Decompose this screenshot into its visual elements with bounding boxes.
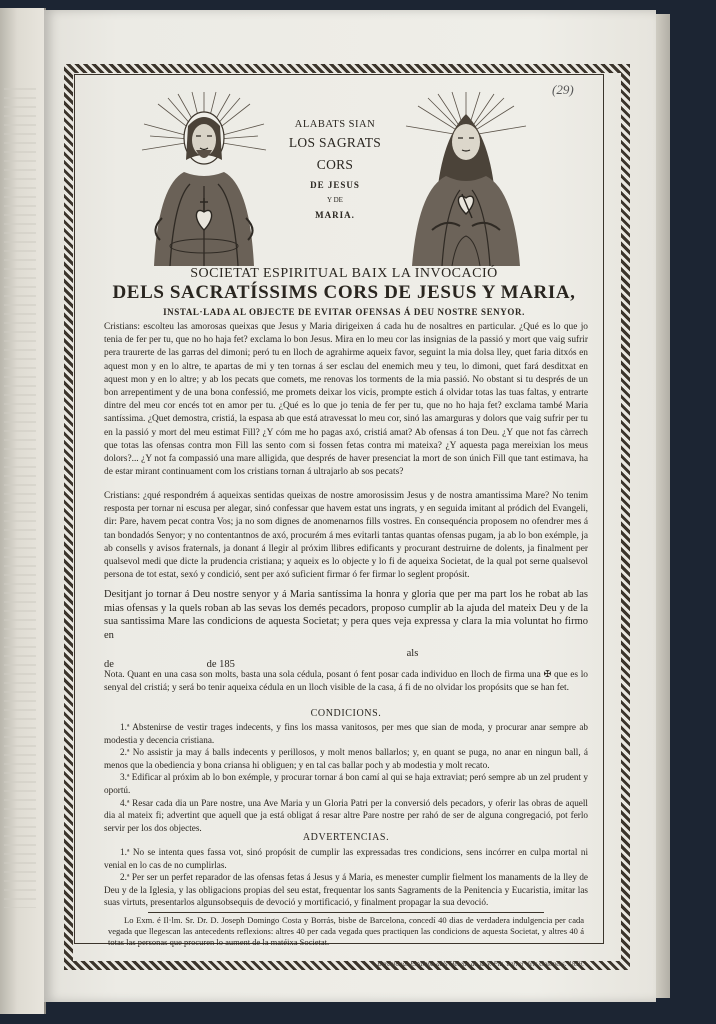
- advertencies-list: [104, 846, 588, 909]
- archive-reference: (29): [552, 82, 574, 97]
- paragraph-response: Cristians: ¿qué respondrém á aqueixas sentidas queixas de nostre amorosissim Jesus y de nostra amantissima Mare? No tenim resposta per tornar ni escusa per alegar, sinó confessar que havem estat uns ingrats, y en seguida imitant al pródich del Evangeli, dir: Pare, havem pecat contra Vos; ja no som dignes de anomenarnos fills vostres. En consequéncia proposem no ofendrer mes á tan bondadós Senyor; y no contentantnos de axó, procurém á mes evitarli tantas quantas ofensas pugam, ja ab lo bon exémple, ja ab consells y avisos fraternals, ja donant á llegir al próxim llibres edificants y procurant destruirne de dolents, ja finalment per qualsevol medi que dicte la prudencia cristiana; y aqueix es lo objecte y lo fi de aqueixa Societat, de la qual pot serne qualsevol persona de tot estat, sexó y condició, sent per axó suficient firmar ó fer firmar lo seglent propósit.: [104, 491, 588, 581]
- header-line-3: DE JESUS: [310, 180, 360, 190]
- header-line-4: Y DE: [327, 196, 343, 204]
- advertencies-heading: ADVERTENCIAS.: [302, 832, 390, 843]
- indulgence-note: Lo Exm. é Il·lm. Sr. Dr. D. Joseph Domingo Costa y Borrás, bisbe de Barcelona, concedí 40 dias de verdadera indulgencia per cada vegada que llegescan las antecedents reflexions: altres 40 per cada vegada ques practiquen las condicions de aquesta Societat, y altres 40 á totas las personas que procuren lo aument de la matéixa Societat.: [108, 915, 584, 948]
- document-page: [44, 10, 656, 1002]
- date-year: de 185: [206, 659, 235, 670]
- footer-divider: [148, 912, 544, 913]
- condition-item: 2.ª No assistir ja may á balls indecents y perillosos, y molt menos ballarlos; y, en quant se puga, no anar en ningun ball, á menos que la obediencia y bona criansa hi obliguen; y en tal cas ballar poch y ab modestia y molt recato.: [104, 747, 588, 770]
- advertency-item: 2.ª Per ser un perfet reparador de las ofensas fetas á Jesus y á Maria, es menester cumplir fielment los manaments de la lley de Deu y de la Iglesia, y las obligacions propias del seu estat, frequentar los sants Sagraments de la Penitencia y Eucaristia, imitar las suas virtuts, presentarlos algunsobsequis de devoció y mortificació, y finalment propagar la sua devoció.: [104, 872, 588, 908]
- mary-engraving-icon: [402, 90, 530, 266]
- left-page-edge: [0, 8, 46, 1014]
- conditions-list: [104, 721, 588, 834]
- sacred-heart-jesus-image: [140, 90, 268, 266]
- printer-imprint: Barcelona: Estampa dels Hereus de la V. Pla, carrer dels Cotoners. 1859.: [377, 960, 584, 968]
- date-word-als: als: [406, 648, 419, 659]
- title-line-3: INSTAL·LADA AL OBJECTE DE EVITAR OFENSAS Á DEU NOSTRE SENYOR.: [163, 307, 525, 317]
- bleed-through-text: [4, 88, 36, 908]
- page-stack-edge: [656, 14, 670, 998]
- paragraph-exhortation: Cristians: escolteu las amorosas queixas que Jesus y Maria dirigeixen á cada hu de nosaltres en particular. ¿Qué es lo que jo tenia de fer per tu, que no ho haja fet? exclama lo bon Jesus. Mira en lo meu cor las insignias de la passió y mort que vaig sufrir pera traurerte de las garras del dimoni; peró tu en lloch de agrahirme aqueix favor, seguint la mia dolsa lley, quet faria ditxós en aquest mon y en lo altre, te apartas de mi y ten tornas á ser esclau del enemich meu y teu, lo dimoni, quet fará desditxat en aquest mon y en lo altre; y ab los pecats que comets, me renovas los torments de la mia passió. No obstant si tu després de un bon arrepentiment y de una bona confessió, me promets deixar los vicis, prompte estich á olvidar totas las tuas faltas, y entrarte dintre del meu cor encés tot en amor per tu. ¿Qué es lo que jo tenia de fer per tu, que no ho haja fet? exclama també Maria santíssima. ¿Quet demostra, cristiá, la espasa ab que está atravessat lo meu cor, sinó las amarguras y dolors que vaig sufrir per tu en la passió y mort del meu estimat Fill? ¿Y cóm me ho pagas axó, cristiá amat? Ab ofensas á ton Deu. ¿Y que not fas càrrech que totas las ofensas contra mon Fill las sento com si fossen fetas contra mi mateixa? ¿Y aquesta paga mereixian los meus dolors?... ¿Y not fa compassió una mare alligida, que després de haver presenciat la mort de son únich Fill que tant estimava, ha de estar mirant continuament com los cristians tornan á ultrajarlo ab sos pecats?: [104, 322, 588, 478]
- jesus-engraving-icon: [140, 90, 268, 266]
- advertency-item: 1.ª No se intenta ques fassa vot, sinó propósit de cumplir las expressadas tres condicions, sens incórrer en culpa mortal ni venial en lo cas de no cumplirlas.: [104, 847, 588, 870]
- paragraph-resolution: Desitjant jo tornar á Deu nostre senyor y á Maria santíssima la honra y gloria que per ma part los he robat ab las mias ofensas y la quels roban ab las sevas los demés pecadors, proposo cumplir ab la ajuda del mateix Deu y de la sua santissima Mare las condicions de aquesta Societat; y pera ques veja expressa y clara la mia voluntat ho firmo en: [104, 589, 588, 641]
- condition-item: 4.ª Resar cada dia un Pare nostre, una Ave Maria y un Gloria Patri per la conversió dels pecadors, y oferir las obras de aquell dia al mateix fi; advertint que aquell que ja está obligat á resar altre Pare nostre per rahó de ser de alguna congregació, pot ferlo servir per los dos objectes.: [104, 797, 588, 833]
- date-word-de: de: [104, 659, 114, 670]
- header-line-2: LOS SAGRATS CORS: [288, 135, 382, 172]
- condition-item: 3.ª Edificar al próxim ab lo bon exémple, y procurar tornar á bon camí al qui se haja extraviat; peró sempre ab un zel prudent y oportú.: [104, 772, 588, 795]
- header-line-5: MARIA.: [315, 210, 355, 220]
- conditions-heading: CONDICIONS.: [310, 708, 382, 719]
- condition-item: 1.ª Abstenirse de vestir trages indecents, y fins los massa vanitosos, per mes que sian de moda, y procurar anar sempre ab modestia y decencia cristiana.: [104, 722, 588, 745]
- immaculate-heart-mary-image: [402, 90, 530, 266]
- nota-paragraph: Nota. Quant en una casa son molts, basta una sola cédula, posant ó fent posar cada individuo en lloch de firma una ✠ que es lo senyal del cristiá; y será bo tenir aqueixa cédula en un lloch visible de la casa, á fi de no olvidar los propósits que se han fet.: [104, 670, 588, 694]
- header-line-1: ALABATS SIAN: [294, 119, 376, 130]
- title-line-1: SOCIETAT ESPIRITUAL BAIX LA INVOCACIÓ: [190, 266, 498, 281]
- header-invocation: [270, 118, 400, 224]
- signature-date-line: [104, 648, 588, 670]
- title-line-2: DELS SACRATÍSSIMS CORS DE JESUS Y MARIA,: [112, 282, 576, 303]
